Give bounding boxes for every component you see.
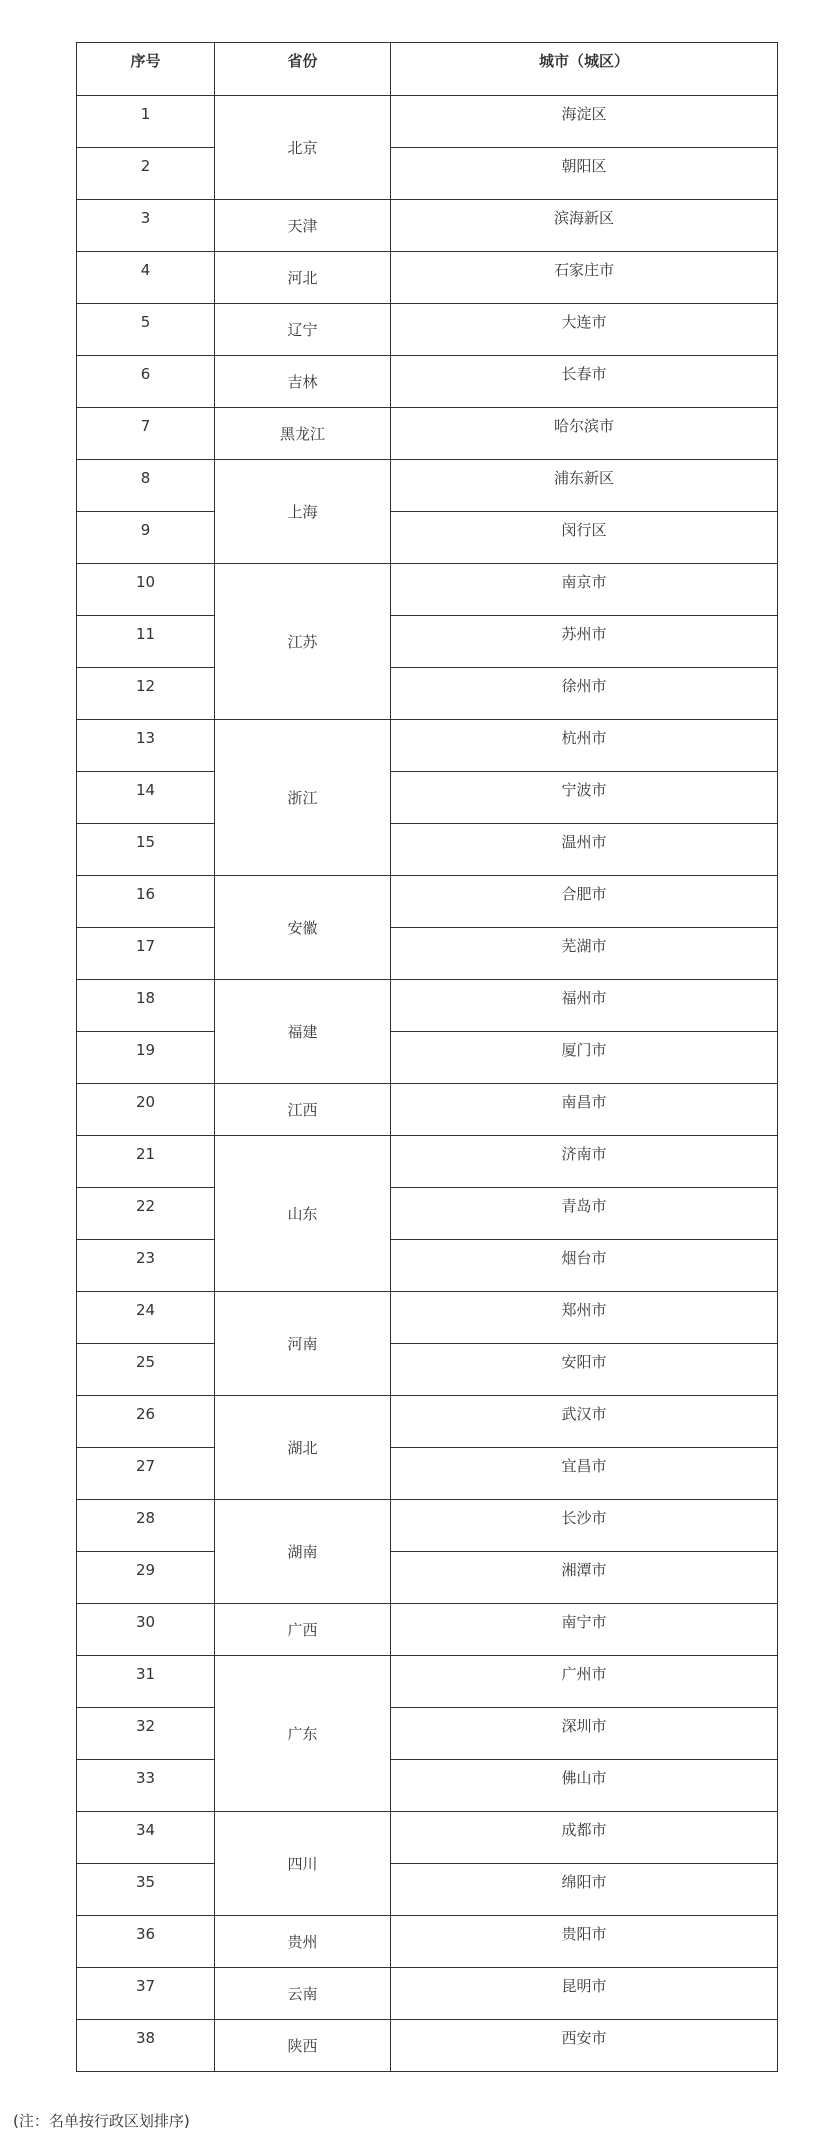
table-row <box>77 1448 778 1500</box>
table-row <box>77 1292 778 1344</box>
table-row <box>77 1656 778 1708</box>
city-cell: 宜昌市 <box>391 1448 778 1500</box>
city-cell: 贵阳市 <box>391 1916 778 1968</box>
city-cell: 闵行区 <box>391 512 778 564</box>
row-number: 28 <box>77 1500 215 1552</box>
table-row <box>77 512 778 564</box>
row-number: 20 <box>77 1084 215 1136</box>
city-cell: 郑州市 <box>391 1292 778 1344</box>
table-row <box>77 720 778 772</box>
city-cell: 成都市 <box>391 1812 778 1864</box>
province-cell: 浙江 <box>215 720 391 876</box>
row-number: 24 <box>77 1292 215 1344</box>
row-number: 1 <box>77 96 215 148</box>
city-cell: 烟台市 <box>391 1240 778 1292</box>
table-row <box>77 1864 778 1916</box>
city-cell: 厦门市 <box>391 1032 778 1084</box>
row-number: 30 <box>77 1604 215 1656</box>
province-cell: 江苏 <box>215 564 391 720</box>
row-number: 27 <box>77 1448 215 1500</box>
table-row <box>77 1916 778 1968</box>
city-cell: 南昌市 <box>391 1084 778 1136</box>
table-row <box>77 668 778 720</box>
table-row <box>77 1604 778 1656</box>
city-cell: 南京市 <box>391 564 778 616</box>
row-number: 26 <box>77 1396 215 1448</box>
row-number: 13 <box>77 720 215 772</box>
city-cell: 大连市 <box>391 304 778 356</box>
province-cell: 河南 <box>215 1292 391 1396</box>
table-row <box>77 1136 778 1188</box>
table-row <box>77 772 778 824</box>
table-body <box>77 96 778 2072</box>
province-cell: 四川 <box>215 1812 391 1916</box>
province-cell: 云南 <box>215 1968 391 2020</box>
table-row <box>77 1760 778 1812</box>
city-cell: 昆明市 <box>391 1968 778 2020</box>
province-cell: 吉林 <box>215 356 391 408</box>
city-cell: 湘潭市 <box>391 1552 778 1604</box>
city-cell: 杭州市 <box>391 720 778 772</box>
table-row <box>77 96 778 148</box>
table-row <box>77 1396 778 1448</box>
province-cell: 北京 <box>215 96 391 200</box>
row-number: 37 <box>77 1968 215 2020</box>
city-cell: 长沙市 <box>391 1500 778 1552</box>
city-cell: 西安市 <box>391 2020 778 2072</box>
city-cell: 温州市 <box>391 824 778 876</box>
table-row <box>77 928 778 980</box>
table-row <box>77 1032 778 1084</box>
city-cell: 深圳市 <box>391 1708 778 1760</box>
row-number: 34 <box>77 1812 215 1864</box>
province-cell: 湖南 <box>215 1500 391 1604</box>
table-row <box>77 1084 778 1136</box>
header-province: 省份 <box>215 43 391 96</box>
province-cell: 上海 <box>215 460 391 564</box>
city-cell: 绵阳市 <box>391 1864 778 1916</box>
city-cell: 济南市 <box>391 1136 778 1188</box>
table-row <box>77 1552 778 1604</box>
table-row <box>77 304 778 356</box>
row-number: 15 <box>77 824 215 876</box>
row-number: 3 <box>77 200 215 252</box>
table-row <box>77 824 778 876</box>
city-cell: 苏州市 <box>391 616 778 668</box>
province-cell: 广东 <box>215 1656 391 1812</box>
province-cell: 山东 <box>215 1136 391 1292</box>
row-number: 4 <box>77 252 215 304</box>
row-number: 21 <box>77 1136 215 1188</box>
row-number: 36 <box>77 1916 215 1968</box>
city-cell: 长春市 <box>391 356 778 408</box>
row-number: 17 <box>77 928 215 980</box>
province-cell: 江西 <box>215 1084 391 1136</box>
row-number: 16 <box>77 876 215 928</box>
province-cell: 河北 <box>215 252 391 304</box>
row-number: 7 <box>77 408 215 460</box>
row-number: 29 <box>77 1552 215 1604</box>
row-number: 18 <box>77 980 215 1032</box>
row-number: 23 <box>77 1240 215 1292</box>
table-row <box>77 1968 778 2020</box>
table-row <box>77 564 778 616</box>
header-row <box>77 43 778 96</box>
row-number: 33 <box>77 1760 215 1812</box>
table-row <box>77 408 778 460</box>
row-number: 35 <box>77 1864 215 1916</box>
table-row <box>77 1708 778 1760</box>
city-cell: 芜湖市 <box>391 928 778 980</box>
city-cell: 宁波市 <box>391 772 778 824</box>
province-cell: 陕西 <box>215 2020 391 2072</box>
row-number: 10 <box>77 564 215 616</box>
city-cell: 徐州市 <box>391 668 778 720</box>
row-number: 32 <box>77 1708 215 1760</box>
table-row <box>77 252 778 304</box>
table-note: (注：名单按行政区划排序) <box>13 2112 190 2130</box>
province-cell: 黑龙江 <box>215 408 391 460</box>
city-cell: 安阳市 <box>391 1344 778 1396</box>
city-cell: 合肥市 <box>391 876 778 928</box>
province-cell: 天津 <box>215 200 391 252</box>
table-header <box>77 43 778 96</box>
table-row <box>77 148 778 200</box>
city-cell: 南宁市 <box>391 1604 778 1656</box>
table-row <box>77 1812 778 1864</box>
city-cell: 海淀区 <box>391 96 778 148</box>
row-number: 22 <box>77 1188 215 1240</box>
row-number: 6 <box>77 356 215 408</box>
row-number: 9 <box>77 512 215 564</box>
province-cell: 辽宁 <box>215 304 391 356</box>
row-number: 31 <box>77 1656 215 1708</box>
province-cell: 湖北 <box>215 1396 391 1500</box>
province-cell: 安徽 <box>215 876 391 980</box>
province-cell: 广西 <box>215 1604 391 1656</box>
row-number: 5 <box>77 304 215 356</box>
city-cell: 滨海新区 <box>391 200 778 252</box>
city-cell: 浦东新区 <box>391 460 778 512</box>
table-row <box>77 200 778 252</box>
row-number: 38 <box>77 2020 215 2072</box>
row-number: 11 <box>77 616 215 668</box>
city-cell: 武汉市 <box>391 1396 778 1448</box>
table-row <box>77 1344 778 1396</box>
row-number: 19 <box>77 1032 215 1084</box>
city-list-table <box>76 42 778 2072</box>
row-number: 8 <box>77 460 215 512</box>
province-cell: 福建 <box>215 980 391 1084</box>
row-number: 14 <box>77 772 215 824</box>
city-cell: 朝阳区 <box>391 148 778 200</box>
city-cell: 青岛市 <box>391 1188 778 1240</box>
city-cell: 佛山市 <box>391 1760 778 1812</box>
table-row <box>77 1500 778 1552</box>
table-row <box>77 1240 778 1292</box>
header-city: 城市（城区） <box>391 43 778 96</box>
table-row <box>77 460 778 512</box>
city-cell: 哈尔滨市 <box>391 408 778 460</box>
table-row <box>77 356 778 408</box>
row-number: 2 <box>77 148 215 200</box>
table-row <box>77 616 778 668</box>
city-cell: 福州市 <box>391 980 778 1032</box>
row-number: 12 <box>77 668 215 720</box>
province-cell: 贵州 <box>215 1916 391 1968</box>
city-cell: 广州市 <box>391 1656 778 1708</box>
table-row <box>77 876 778 928</box>
table-row <box>77 1188 778 1240</box>
table-row <box>77 2020 778 2072</box>
row-number: 25 <box>77 1344 215 1396</box>
city-cell: 石家庄市 <box>391 252 778 304</box>
header-number: 序号 <box>77 43 215 96</box>
table-row <box>77 980 778 1032</box>
